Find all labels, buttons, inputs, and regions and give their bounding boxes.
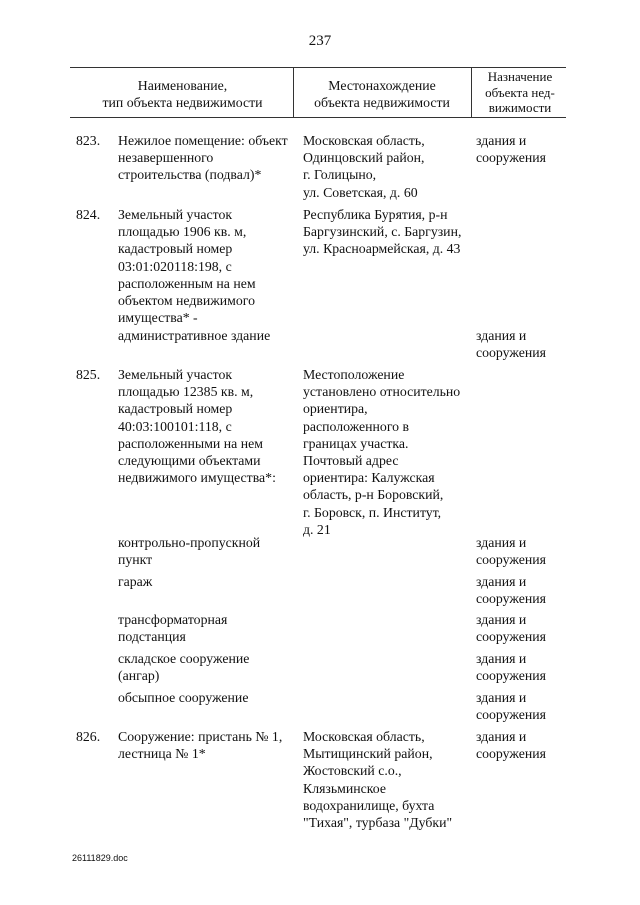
header-name-column: Наименование, тип объекта недвижимости — [102, 78, 263, 111]
row-purpose: здания и сооружения — [476, 328, 546, 361]
row-name: гараж — [118, 574, 153, 589]
footer-filename: 26111829.doc — [72, 853, 128, 863]
row-purpose: здания и сооружения — [476, 574, 546, 607]
row-purpose: здания и сооружения — [476, 535, 546, 568]
row-number: 825. — [76, 367, 101, 382]
row-location: Республика Бурятия, р-н Баргузинский, с. Баргузин, ул. Красноармейская, д. 43 — [303, 207, 462, 257]
row-name: обсыпное сооружение — [118, 690, 249, 705]
row-purpose: здания и сооружения — [476, 651, 546, 684]
row-number: 824. — [76, 207, 101, 222]
page-number: 237 — [308, 33, 332, 49]
header-divider-1 — [293, 67, 294, 117]
row-name: административное здание — [118, 328, 271, 343]
row-name: трансформаторная подстанция — [118, 612, 228, 645]
row-name: Земельный участок площадью 1906 кв. м, кадастровый номер 03:01:020118:198, с расположенным на нем объектом недвижимого имущества* - — [118, 207, 256, 326]
row-name: Сооружение: пристань № 1, лестница № 1* — [118, 729, 283, 762]
row-name: Земельный участок площадью 12385 кв. м, кадастровый номер 40:03:100101:118, с расположенными на нем следующими объектами недвижимого имущества*: — [118, 367, 276, 486]
table-top-rule — [70, 67, 566, 68]
header-divider-2 — [471, 67, 472, 117]
row-purpose: здания и сооружения — [476, 133, 546, 166]
row-purpose: здания и сооружения — [476, 690, 546, 723]
row-purpose: здания и сооружения — [476, 612, 546, 645]
row-name: контрольно-пропускной пункт — [118, 535, 261, 568]
row-name: Нежилое помещение: объект незавершенного строительства (подвал)* — [118, 133, 288, 183]
header-location-column: Местонахождение объекта недвижимости — [314, 78, 450, 111]
row-number: 826. — [76, 729, 101, 744]
header-purpose-column: Назначение объекта нед- вижимости — [485, 69, 555, 115]
row-location: Местоположение установлено относительно ориентира, расположенного в границах участка. Почтовый адрес ориентира: Калужская область, р-н Боровский, г. Боровск, п. Институт, д. 21 — [303, 367, 461, 537]
table-header-bottom-rule — [70, 117, 566, 118]
row-number: 823. — [76, 133, 101, 148]
row-location: Московская область, Одинцовский район, г. Голицыно, ул. Советская, д. 60 — [303, 133, 425, 200]
row-name: складское сооружение (ангар) — [118, 651, 250, 684]
row-location: Московская область, Мытищинский район, Жостовский с.о., Клязьминское водохранилище, бухта "Тихая", турбаза "Дубки" — [303, 729, 453, 831]
row-purpose: здания и сооружения — [476, 729, 546, 762]
